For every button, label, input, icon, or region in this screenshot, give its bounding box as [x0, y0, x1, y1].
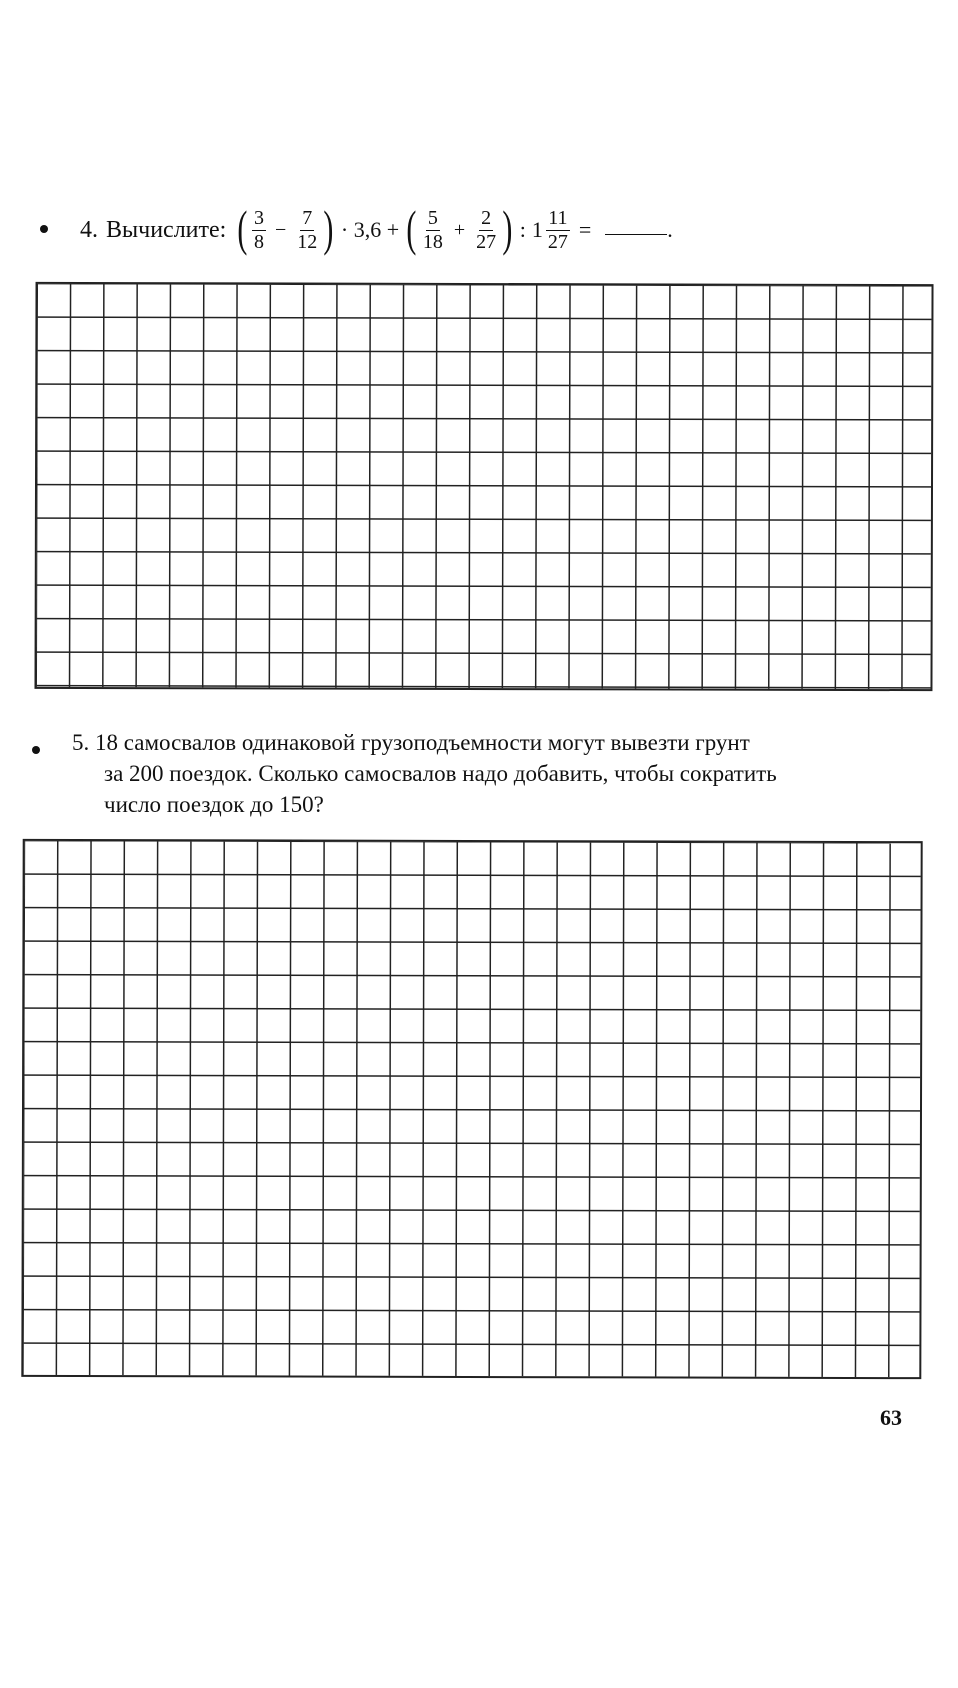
task4-prompt: Вычислите: [106, 216, 227, 243]
close-paren: ) [502, 200, 513, 256]
task5-text [72, 727, 942, 820]
task5-line3: число поездок до 150? [104, 792, 324, 817]
task5-line2: за 200 поездок. Сколько самосвалов надо добавить, чтобы сократить [104, 761, 777, 786]
task4-group1 [236, 200, 335, 256]
fraction-2-27: $\frac{2}{27}$ [476, 206, 497, 253]
page-number: 63 [880, 1405, 902, 1430]
fraction-7-12: $\frac{7}{12}$ [297, 206, 318, 253]
task4-expression [80, 200, 673, 256]
equals-sign: = [578, 217, 592, 242]
fraction-11-27: $\frac{11}{27}$ [547, 206, 568, 253]
divide-sign: : [519, 217, 526, 242]
task5-number: 5. [72, 730, 90, 755]
plus-sign: + [453, 218, 466, 241]
close-paren: ) [323, 200, 334, 256]
mixed-whole: 1 [531, 217, 543, 242]
task5-bullet [32, 746, 40, 754]
task5-line1: 5. 18 самосвалов одинаковой грузоподъемности могут вывезти грунт [72, 730, 750, 755]
work-grid-task5[interactable] [21, 839, 922, 1379]
fraction-5-18: $\frac{5}{18}$ [422, 206, 443, 253]
fraction-3-8: $\frac{3}{8}$ [253, 206, 264, 253]
task4-group2 [405, 200, 514, 256]
minus-sign: − [274, 218, 287, 241]
times-factor: · 3,6 + [340, 217, 400, 242]
open-paren: ( [406, 200, 417, 256]
open-paren: ( [237, 200, 248, 256]
task4-number: 4. [80, 216, 98, 243]
end-dot: . [667, 217, 673, 242]
work-grid-task4[interactable] [34, 282, 933, 691]
task4-bullet [40, 225, 48, 233]
answer-blank[interactable] [605, 234, 667, 235]
